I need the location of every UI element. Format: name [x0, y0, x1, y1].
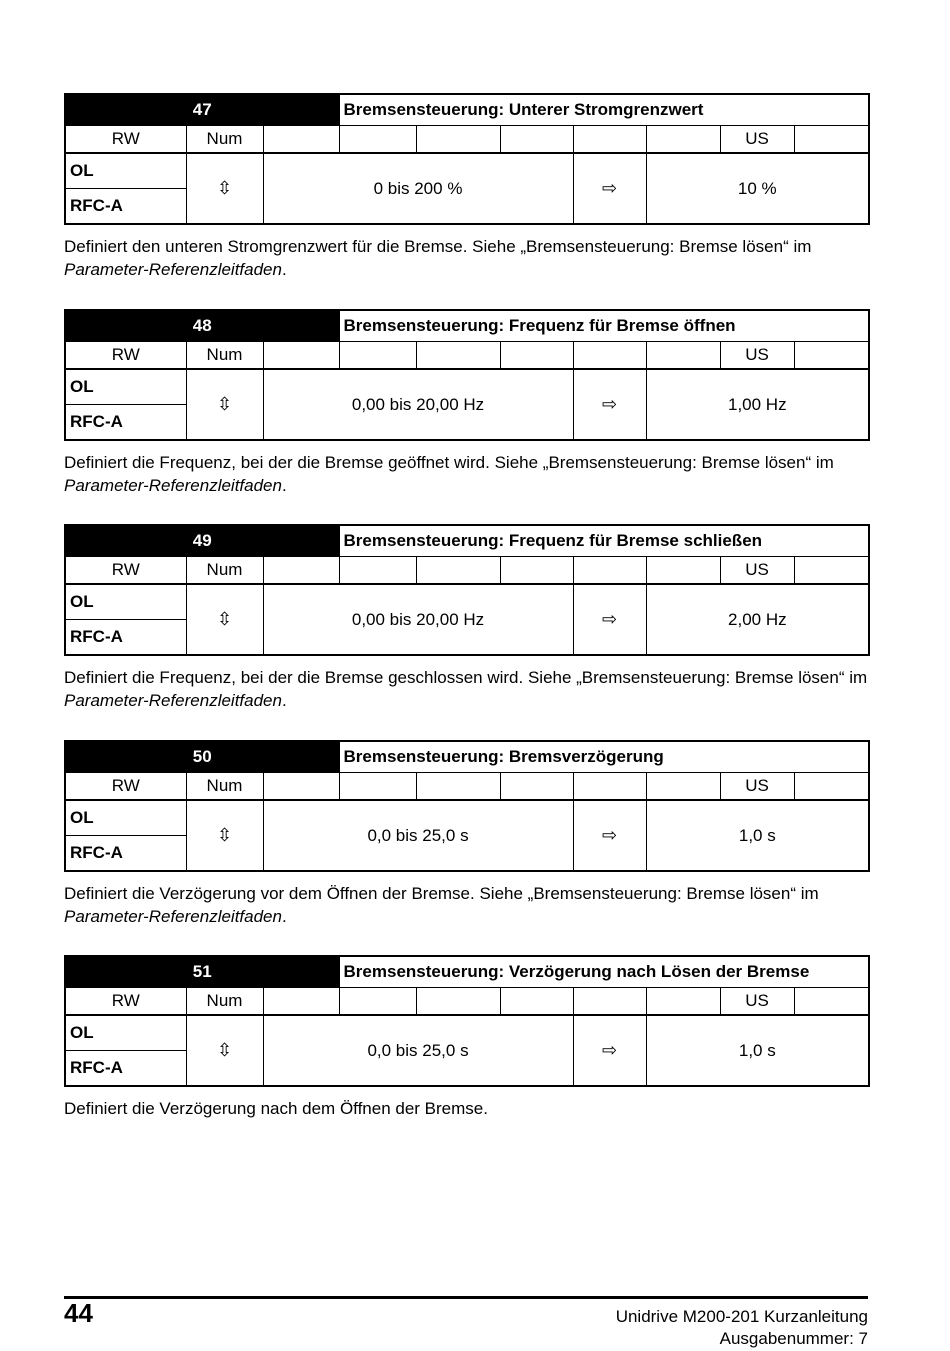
default-arrow-icon: ⇨ — [573, 1015, 646, 1086]
attribute-cell — [416, 126, 500, 154]
attribute-cell — [263, 557, 339, 585]
attribute-cell — [500, 988, 573, 1016]
parameter-table — [64, 740, 870, 872]
parameter-range: 0 bis 200 % — [263, 153, 573, 224]
attribute-cell — [573, 342, 646, 370]
attribute-cell — [339, 342, 416, 370]
reference-guide-title: Parameter-Referenzleitfaden — [64, 691, 282, 710]
attribute-cell — [573, 988, 646, 1016]
parameter-block-47 — [64, 93, 868, 281]
attribute-cell — [646, 126, 720, 154]
parameter-range: 0,0 bis 25,0 s — [263, 800, 573, 871]
parameter-number: 51 — [65, 956, 339, 988]
mode-label: RFC-A — [65, 189, 186, 225]
parameter-table — [64, 93, 870, 225]
parameter-range: 0,00 bis 20,00 Hz — [263, 369, 573, 440]
attribute-cell — [416, 988, 500, 1016]
attribute-cell: RW — [65, 988, 186, 1016]
attribute-cell — [416, 773, 500, 801]
parameter-title: Bremsensteuerung: Unterer Stromgrenzwert — [339, 94, 869, 126]
attribute-cell — [416, 557, 500, 585]
parameter-table — [64, 524, 870, 656]
description-end: . — [281, 476, 287, 495]
parameter-table — [64, 309, 870, 441]
parameter-number: 49 — [65, 525, 339, 557]
parameter-default: 1,0 s — [646, 1015, 869, 1086]
mode-label: OL — [65, 584, 186, 620]
attribute-cell — [416, 342, 500, 370]
parameter-title: Bremsensteuerung: Frequenz für Bremse öffnen — [339, 310, 869, 342]
description-text: Definiert die Frequenz, bei der die Bremse geschlossen wird. Siehe „Bremsensteuerung: Bremse lösen“ im — [64, 668, 868, 687]
parameter-default: 10 % — [646, 153, 869, 224]
document-info — [616, 1306, 868, 1350]
attribute-cell: RW — [65, 342, 186, 370]
attribute-cell: RW — [65, 557, 186, 585]
parameter-description — [64, 235, 868, 281]
attribute-cell: US — [720, 342, 794, 370]
footer-rule — [64, 1296, 868, 1299]
default-arrow-icon: ⇨ — [573, 800, 646, 871]
mode-label: OL — [65, 153, 186, 189]
attribute-cell: US — [720, 126, 794, 154]
parameter-number: 47 — [65, 94, 339, 126]
attribute-cell — [646, 773, 720, 801]
attribute-cell — [573, 557, 646, 585]
description-end: . — [281, 260, 287, 279]
attribute-cell — [263, 773, 339, 801]
attribute-cell — [500, 773, 573, 801]
range-arrow-icon: ⇳ — [186, 153, 263, 224]
default-arrow-icon: ⇨ — [573, 153, 646, 224]
attribute-cell — [263, 988, 339, 1016]
document-title: Unidrive M200-201 Kurzanleitung — [615, 1307, 868, 1326]
attribute-cell — [339, 773, 416, 801]
attribute-cell — [794, 557, 869, 585]
parameter-block-51 — [64, 955, 868, 1120]
parameter-default: 2,00 Hz — [646, 584, 869, 655]
range-arrow-icon: ⇳ — [186, 369, 263, 440]
attribute-cell — [646, 988, 720, 1016]
parameter-description — [64, 882, 868, 928]
parameter-block-48 — [64, 309, 868, 497]
parameter-title: Bremsensteuerung: Frequenz für Bremse schließen — [339, 525, 869, 557]
reference-guide-title: Parameter-Referenzleitfaden — [64, 907, 282, 926]
attribute-cell — [794, 342, 869, 370]
description-text: Definiert die Verzögerung nach dem Öffnen der Bremse. — [64, 1099, 488, 1118]
parameter-range: 0,0 bis 25,0 s — [263, 1015, 573, 1086]
attribute-cell — [500, 126, 573, 154]
document-issue: Ausgabenummer: 7 — [719, 1329, 868, 1348]
attribute-cell — [573, 773, 646, 801]
mode-label: OL — [65, 800, 186, 836]
attribute-cell — [263, 126, 339, 154]
attribute-cell: US — [720, 557, 794, 585]
attribute-cell — [339, 557, 416, 585]
attribute-cell: Num — [186, 126, 263, 154]
reference-guide-title: Parameter-Referenzleitfaden — [64, 260, 282, 279]
parameter-block-50 — [64, 740, 868, 928]
parameter-default: 1,0 s — [646, 800, 869, 871]
attribute-cell — [794, 988, 869, 1016]
attribute-cell — [500, 557, 573, 585]
attribute-cell: US — [720, 988, 794, 1016]
mode-label: RFC-A — [65, 620, 186, 656]
reference-guide-title: Parameter-Referenzleitfaden — [64, 476, 282, 495]
default-arrow-icon: ⇨ — [573, 584, 646, 655]
attribute-cell — [646, 557, 720, 585]
description-end: . — [281, 691, 287, 710]
range-arrow-icon: ⇳ — [186, 1015, 263, 1086]
page-number: 44 — [64, 1298, 93, 1328]
attribute-cell — [794, 773, 869, 801]
attribute-cell: RW — [65, 773, 186, 801]
attribute-cell: Num — [186, 342, 263, 370]
parameter-title: Bremsensteuerung: Bremsverzögerung — [339, 741, 869, 773]
range-arrow-icon: ⇳ — [186, 584, 263, 655]
mode-label: OL — [65, 1015, 186, 1051]
parameter-title: Bremsensteuerung: Verzögerung nach Lösen der Bremse — [339, 956, 869, 988]
mode-label: RFC-A — [65, 1051, 186, 1087]
parameter-description — [64, 666, 868, 712]
mode-label: OL — [65, 369, 186, 405]
attribute-cell — [263, 342, 339, 370]
mode-label: RFC-A — [65, 836, 186, 872]
parameter-block-49 — [64, 524, 868, 712]
parameter-number: 48 — [65, 310, 339, 342]
attribute-cell: RW — [65, 126, 186, 154]
description-text: Definiert die Verzögerung vor dem Öffnen der Bremse. Siehe „Bremsensteuerung: Bremse lösen“ im — [64, 884, 819, 903]
attribute-cell: Num — [186, 988, 263, 1016]
attribute-cell — [646, 342, 720, 370]
default-arrow-icon: ⇨ — [573, 369, 646, 440]
parameter-range: 0,00 bis 20,00 Hz — [263, 584, 573, 655]
attribute-cell — [339, 126, 416, 154]
parameter-table — [64, 955, 870, 1087]
attribute-cell: Num — [186, 773, 263, 801]
parameter-description — [64, 1097, 868, 1120]
parameter-default: 1,00 Hz — [646, 369, 869, 440]
attribute-cell: Num — [186, 557, 263, 585]
parameter-description — [64, 451, 868, 497]
parameter-number: 50 — [65, 741, 339, 773]
attribute-cell — [573, 126, 646, 154]
description-text: Definiert den unteren Stromgrenzwert für die Bremse. Siehe „Bremsensteuerung: Bremse lösen“ im — [64, 237, 812, 256]
attribute-cell: US — [720, 773, 794, 801]
mode-label: RFC-A — [65, 405, 186, 441]
description-text: Definiert die Frequenz, bei der die Bremse geöffnet wird. Siehe „Bremsensteuerung: Bremse lösen“ im — [64, 453, 834, 472]
description-end: . — [281, 907, 287, 926]
range-arrow-icon: ⇳ — [186, 800, 263, 871]
attribute-cell — [500, 342, 573, 370]
attribute-cell — [794, 126, 869, 154]
attribute-cell — [339, 988, 416, 1016]
